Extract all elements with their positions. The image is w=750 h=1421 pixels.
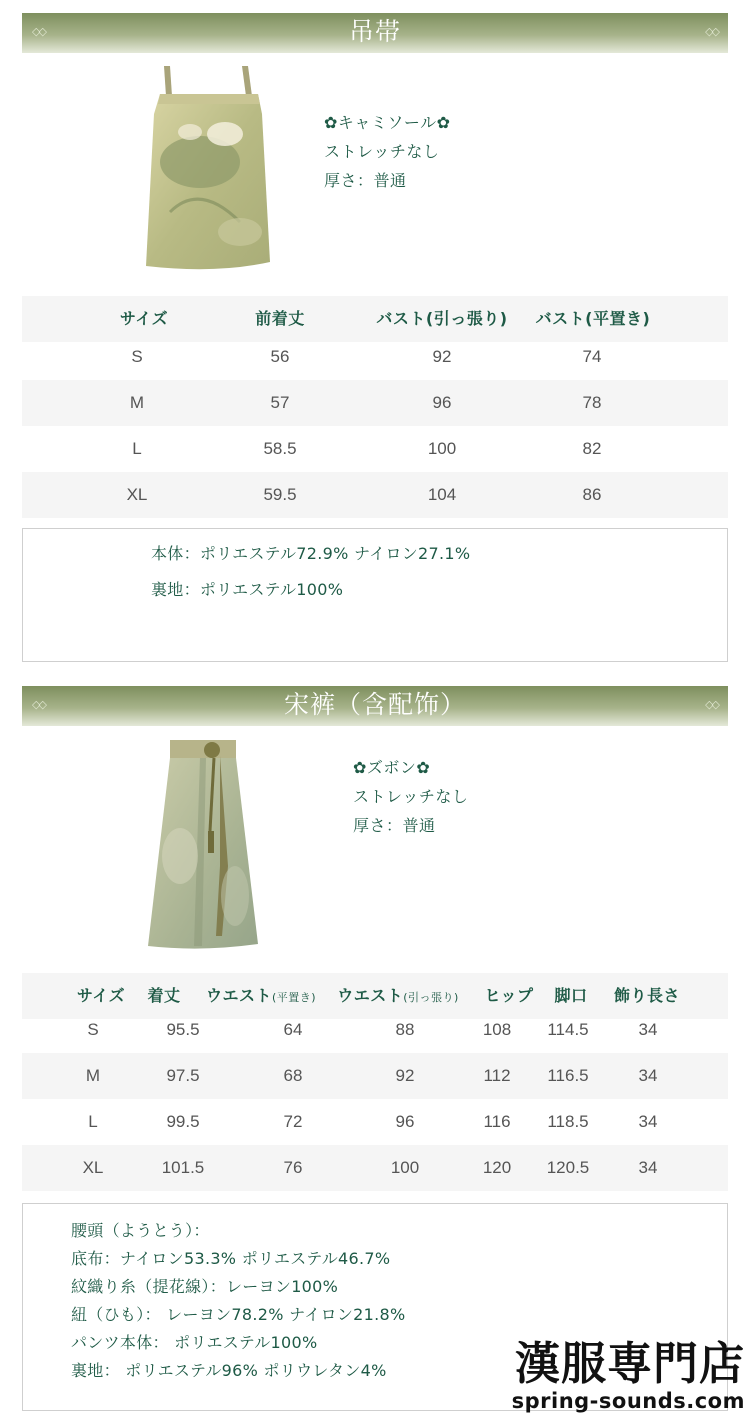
cell-length: 97.5 (166, 1066, 200, 1085)
cell-waist-flat: 64 (283, 1020, 303, 1039)
cell-bust-stretched: 104 (427, 485, 457, 504)
cell-bust-stretched: 100 (427, 439, 457, 458)
header-waist-flat-main: ウエスト (205, 986, 272, 1005)
cell-length: 101.5 (161, 1158, 205, 1177)
cell-hem: 114.5 (547, 1020, 589, 1039)
cell-ornament-length: 34 (638, 1066, 658, 1085)
ornament-right-icon: ◇◇ (705, 25, 718, 38)
cell-ornament-length: 34 (638, 1158, 658, 1177)
cell-hem: 118.5 (547, 1112, 589, 1131)
camisole-banner (22, 13, 728, 53)
material-line: 底布：ナイロン53.3% ポリエステル46.7% (71, 1249, 391, 1268)
cell-hip: 108 (482, 1020, 512, 1039)
cell-front-length: 57 (270, 393, 290, 412)
cell-size: S (131, 347, 143, 366)
cell-size: XL (126, 485, 148, 504)
header-waist-stretched-main: ウエスト (337, 986, 404, 1005)
header-waist-flat-note: (平置き) (271, 991, 317, 1004)
camisole-image (130, 62, 280, 277)
cell-bust-flat: 78 (582, 393, 602, 412)
pants-image (140, 736, 265, 954)
cell-bust-flat: 82 (582, 439, 602, 458)
cell-hip: 112 (483, 1066, 511, 1085)
spec-line-type: ✿ズボン✿ (353, 758, 431, 777)
ornament-left-icon: ◇◇ (32, 698, 45, 711)
header-size: サイズ (76, 986, 126, 1005)
cell-length: 95.5 (166, 1020, 200, 1039)
table-row (22, 380, 728, 426)
cell-size: L (88, 1112, 98, 1131)
cell-waist-stretched: 96 (395, 1112, 415, 1131)
cell-length: 99.5 (166, 1112, 200, 1131)
cell-hem: 116.5 (547, 1066, 589, 1085)
brand-url: spring-sounds.com (511, 1389, 745, 1413)
cell-size: M (85, 1066, 101, 1085)
material-line: パンツ本体： ポリエステル100% (71, 1333, 318, 1352)
header-hem: 脚口 (554, 986, 588, 1005)
table-row (22, 472, 728, 518)
cell-ornament-length: 34 (638, 1112, 658, 1131)
spec-line-stretch: ストレッチなし (324, 142, 440, 161)
cell-waist-flat: 68 (283, 1066, 303, 1085)
table-row (22, 334, 728, 380)
cell-bust-stretched: 96 (432, 393, 452, 412)
material-line: 裏地： ポリエステル96% ポリウレタン4% (71, 1361, 387, 1380)
pants-specs (353, 753, 468, 840)
header-size: サイズ (119, 309, 169, 328)
table-row (22, 1053, 728, 1099)
cell-waist-flat: 72 (283, 1112, 303, 1131)
cell-waist-flat: 76 (283, 1158, 303, 1177)
spec-line-thickness: 厚さ：普通 (353, 816, 436, 835)
cell-front-length: 59.5 (263, 485, 297, 504)
cell-waist-stretched: 88 (395, 1020, 415, 1039)
brand-title: 漢服専門店 (514, 1337, 745, 1390)
cell-bust-flat: 86 (582, 485, 602, 504)
table-row (22, 1007, 728, 1053)
header-hip: ヒップ (484, 986, 534, 1005)
ornament-left-icon: ◇◇ (32, 25, 45, 38)
cell-hem: 120.5 (546, 1158, 590, 1177)
camisole-specs (324, 108, 451, 195)
cell-hip: 120 (482, 1158, 512, 1177)
cell-front-length: 58.5 (263, 439, 297, 458)
cell-size: M (129, 393, 145, 412)
spec-line-stretch: ストレッチなし (353, 787, 469, 806)
cell-size: L (132, 439, 142, 458)
cell-bust-stretched: 92 (432, 347, 452, 366)
header-waist-stretched-note: (引っ張り) (403, 991, 459, 1004)
material-line: 裏地：ポリエステル100% (151, 580, 344, 599)
header-bust-stretched: バスト(引っ張り) (376, 309, 508, 328)
header-bust-flat: バスト(平置き) (535, 309, 651, 328)
cell-size: XL (82, 1158, 104, 1177)
cell-waist-stretched: 100 (390, 1158, 420, 1177)
table-row (22, 1099, 728, 1145)
cell-waist-stretched: 92 (395, 1066, 415, 1085)
material-line: 本体：ポリエステル72.9% ナイロン27.1% (151, 544, 471, 563)
table-row (22, 426, 728, 472)
cell-front-length: 56 (270, 347, 290, 366)
header-front-length: 前着丈 (255, 309, 305, 328)
header-ornament-length: 飾り長さ (613, 986, 680, 1005)
material-line: 紐（ひも）： レーヨン78.2% ナイロン21.8% (71, 1305, 406, 1324)
cell-size: S (87, 1020, 99, 1039)
cell-ornament-length: 34 (638, 1020, 658, 1039)
pants-banner (22, 686, 728, 726)
camisole-banner-title: 吊帯 (348, 17, 401, 46)
header-length: 着丈 (147, 986, 181, 1005)
pants-banner-title: 宋裤（含配饰） (283, 690, 466, 719)
cell-bust-flat: 74 (582, 347, 602, 366)
ornament-right-icon: ◇◇ (705, 698, 718, 711)
camisole-materials-box (22, 528, 728, 662)
spec-line-thickness: 厚さ：普通 (324, 171, 407, 190)
brand-watermark (505, 1337, 745, 1414)
table-row (22, 1145, 728, 1191)
spec-line-type: ✿キャミソール✿ (324, 113, 451, 132)
cell-hip: 116 (483, 1112, 511, 1131)
material-line: 紋織り糸（提花線）：レーヨン100% (71, 1277, 339, 1296)
material-line: 腰頭（ようとう）： (71, 1221, 210, 1240)
